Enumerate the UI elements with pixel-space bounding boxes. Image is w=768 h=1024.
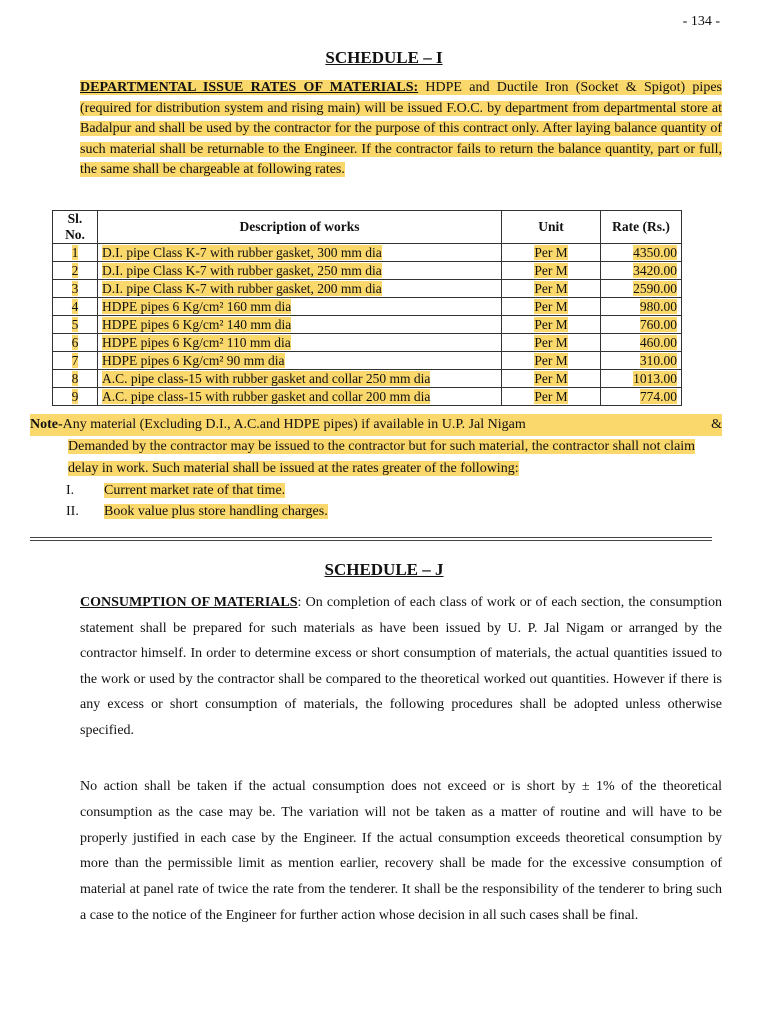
cell-unit: Per M — [502, 280, 601, 298]
schedule-i-lead: DEPARTMENTAL ISSUE RATES OF MATERIALS: — [80, 80, 419, 95]
cell-desc: A.C. pipe class-15 with rubber gasket and collar 250 mm dia — [98, 370, 502, 388]
table-row — [53, 316, 682, 334]
cell-rate: 774.00 — [601, 388, 682, 406]
list-item-text: Current market rate of that time. — [104, 483, 286, 498]
header-desc: Description of works — [98, 211, 502, 244]
header-rate: Rate (Rs.) — [601, 211, 682, 244]
table-header-row — [53, 211, 682, 244]
cell-rate: 1013.00 — [601, 370, 682, 388]
table-row — [53, 388, 682, 406]
table-row — [53, 280, 682, 298]
header-sl: Sl. No. — [53, 211, 98, 244]
cell-sl: 2 — [53, 262, 98, 280]
header-unit: Unit — [502, 211, 601, 244]
cell-unit: Per M — [502, 370, 601, 388]
note-line1: Any material (Excluding D.I., A.C.and HDPE pipes) if available in U.P. Jal Nigam — [62, 417, 526, 432]
cell-unit: Per M — [502, 352, 601, 370]
schedule-i-body: HDPE and Ductile Iron (Socket & Spigot) pipes (required for distribution system and rising main) will be issued F.O.C. by department from departmental store at Badalpur and shall be used by the contractor for the purpose of this contract only. After laying balance quantity of such material shall be returnable to the Engineer. If the contractor fails to return the balance quantity, part or full, the same shall be chargeable at following rates. — [80, 80, 722, 177]
table-row — [53, 298, 682, 316]
list-item: I. Current market rate of that time. — [66, 483, 286, 498]
schedule-j-paragraph-2: No action shall be taken if the actual consumption does not exceed or is short by ± 1% of the theoretical consumption as the case may be. The variation will not be taken as a matter of routine and will have to be properly justified in each case by the Engineer. If the actual consumption exceeds theoretical consumption by more than the permissible limit as mention earlier, recovery shall be made for the excessive consumption of material at panel rate of twice the rate from the tenderer. It shall be the responsibility of the tenderer to bring such a case to the notice of the Engineer for further action whose decision in all such cases shall be final. — [80, 779, 722, 923]
section-separator — [30, 537, 712, 541]
cell-rate: 3420.00 — [601, 262, 682, 280]
cell-desc: A.C. pipe class-15 with rubber gasket and collar 200 mm dia — [98, 388, 502, 406]
table-row — [53, 244, 682, 262]
cell-desc: HDPE pipes 6 Kg/cm² 110 mm dia — [98, 334, 502, 352]
rates-table — [52, 210, 682, 406]
cell-unit: Per M — [502, 334, 601, 352]
cell-unit: Per M — [502, 298, 601, 316]
table-row — [53, 370, 682, 388]
note-label: Note- — [30, 417, 63, 432]
cell-rate: 2590.00 — [601, 280, 682, 298]
cell-rate: 980.00 — [601, 298, 682, 316]
note — [30, 414, 722, 480]
cell-rate: 460.00 — [601, 334, 682, 352]
cell-rate: 4350.00 — [601, 244, 682, 262]
cell-sl: 8 — [53, 370, 98, 388]
schedule-i-title: SCHEDULE – I — [325, 48, 443, 67]
cell-desc: HDPE pipes 6 Kg/cm² 90 mm dia — [98, 352, 502, 370]
note-amp: & — [711, 417, 722, 432]
cell-sl: 3 — [53, 280, 98, 298]
cell-unit: Per M — [502, 244, 601, 262]
note-rest: Demanded by the contractor may be issued to the contractor but for such material, the contractor shall not claim delay in work. Such material shall be issued at the rates greater of the following: — [68, 439, 696, 476]
cell-desc: HDPE pipes 6 Kg/cm² 160 mm dia — [98, 298, 502, 316]
list-item-text: Book value plus store handling charges. — [104, 504, 328, 519]
cell-sl: 5 — [53, 316, 98, 334]
table-row — [53, 262, 682, 280]
cell-sl: 1 — [53, 244, 98, 262]
schedule-j-title: SCHEDULE – J — [324, 560, 444, 579]
schedule-j-paragraph-1 — [80, 590, 722, 743]
schedule-j-body-1: : On completion of each class of work or of each section, the consumption statement shall be prepared for such materials as have been issued by U. P. Jal Nigam or arranged by the contractor himself. In order to determine excess or short consumption of materials, the actual quantities issued to the work or used by the contractor shall be compared to the theoretical worked out quantities. However if there is any excess or short consumption of materials, the following procedures shall be adopted unless otherwise specified. — [80, 595, 723, 738]
table-row — [53, 334, 682, 352]
cell-desc: D.I. pipe Class K-7 with rubber gasket, 300 mm dia — [98, 244, 502, 262]
cell-unit: Per M — [502, 316, 601, 334]
list-item: II. Book value plus store handling charges. — [66, 504, 328, 519]
cell-desc: HDPE pipes 6 Kg/cm² 140 mm dia — [98, 316, 502, 334]
cell-sl: 9 — [53, 388, 98, 406]
cell-desc: D.I. pipe Class K-7 with rubber gasket, 250 mm dia — [98, 262, 502, 280]
cell-sl: 6 — [53, 334, 98, 352]
page-number: - 134 - — [682, 14, 720, 29]
cell-sl: 7 — [53, 352, 98, 370]
cell-rate: 310.00 — [601, 352, 682, 370]
cell-unit: Per M — [502, 262, 601, 280]
cell-unit: Per M — [502, 388, 601, 406]
cell-sl: 4 — [53, 298, 98, 316]
schedule-i-paragraph — [80, 78, 722, 181]
cell-rate: 760.00 — [601, 316, 682, 334]
schedule-j-lead: CONSUMPTION OF MATERIALS — [80, 595, 298, 610]
cell-desc: D.I. pipe Class K-7 with rubber gasket, 200 mm dia — [98, 280, 502, 298]
table-row — [53, 352, 682, 370]
